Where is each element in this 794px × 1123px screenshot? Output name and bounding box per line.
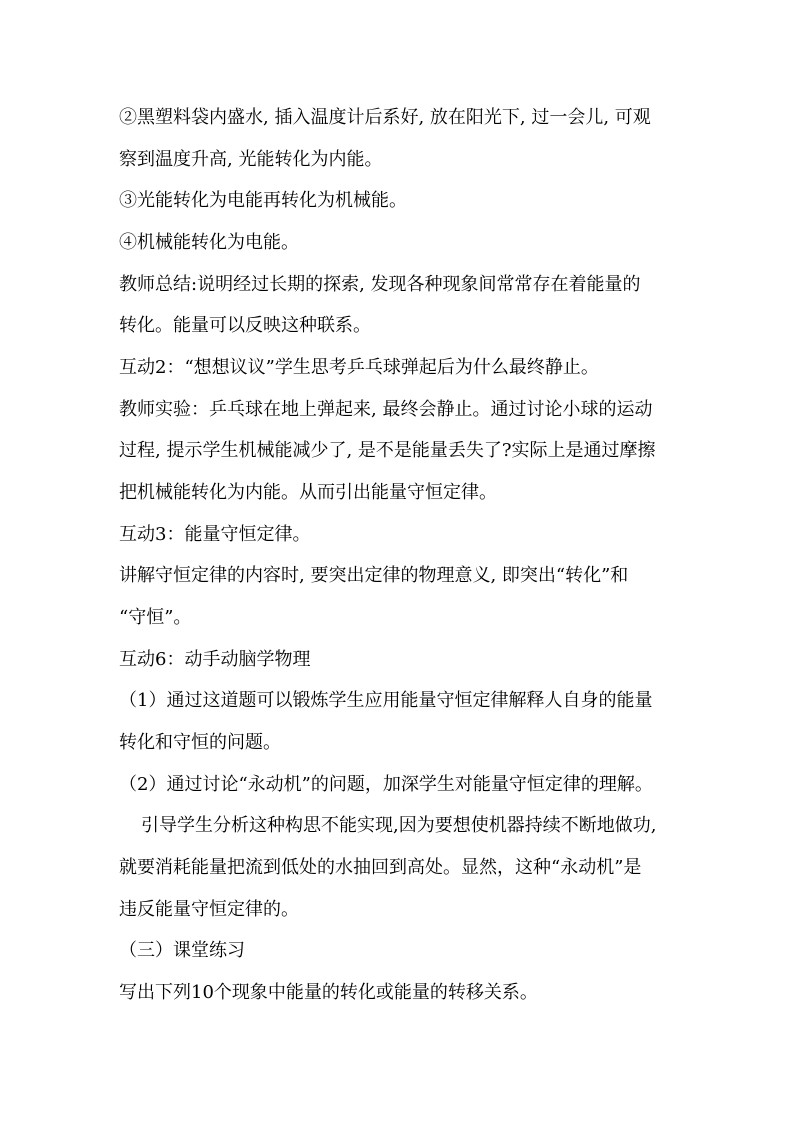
- paragraph-line: （1）通过这道题可以锻炼学生应用能量守恒定律解释人自身的能量: [119, 690, 653, 711]
- paragraph-line: 察到温度升高, 光能转化为内能。: [119, 149, 383, 170]
- paragraph-line: （2）通过讨论“永动机”的问题，加深学生对能量守恒定律的理解。: [119, 774, 653, 795]
- paragraph-line: “守恒”。: [119, 607, 192, 628]
- paragraph-line: 违反能量守恒定律的。: [119, 899, 299, 920]
- paragraph-line: ④机械能转化为电能。: [119, 232, 299, 253]
- paragraph-line: 教师总结:说明经过长期的探索, 发现各种现象间常常存在着能量的: [119, 274, 641, 295]
- section-heading: （三）课堂练习: [119, 940, 245, 961]
- paragraph-line: 过程, 提示学生机械能减少了, 是不是能量丢失了?实际上是通过摩擦: [119, 440, 656, 461]
- paragraph-line: 写出下列10个现象中能量的转化或能量的转移关系。: [119, 982, 538, 1003]
- paragraph-line: 转化和守恒的问题。: [119, 732, 281, 753]
- paragraph-line: 互动6：动手动脑学物理: [119, 649, 311, 670]
- paragraph-line: 把机械能转化为内能。从而引出能量守恒定律。: [119, 482, 497, 503]
- paragraph-line: 教师实验：乒乓球在地上弹起来, 最终会静止。通过讨论小球的运动: [119, 399, 653, 420]
- paragraph-line: ②黑塑料袋内盛水, 插入温度计后系好, 放在阳光下, 过一会儿, 可观: [119, 107, 651, 128]
- paragraph-line: 讲解守恒定律的内容时, 要突出定律的物理意义, 即突出“转化”和: [119, 565, 629, 586]
- paragraph-line: 互动2：“想想议议”学生思考乒乓球弹起后为什么最终静止。: [119, 357, 599, 378]
- paragraph-line: 转化。能量可以反映这种联系。: [119, 315, 371, 336]
- paragraph-line: 就要消耗能量把流到低处的水抽回到高处。显然，这种“永动机”是: [119, 857, 642, 878]
- paragraph-line: 互动3：能量守恒定律。: [119, 524, 311, 545]
- paragraph-line: ③光能转化为电能再转化为机械能。: [119, 190, 407, 211]
- paragraph-line: 引导学生分析这种构思不能实现,因为要想使机器持续不断地做功,: [141, 815, 657, 836]
